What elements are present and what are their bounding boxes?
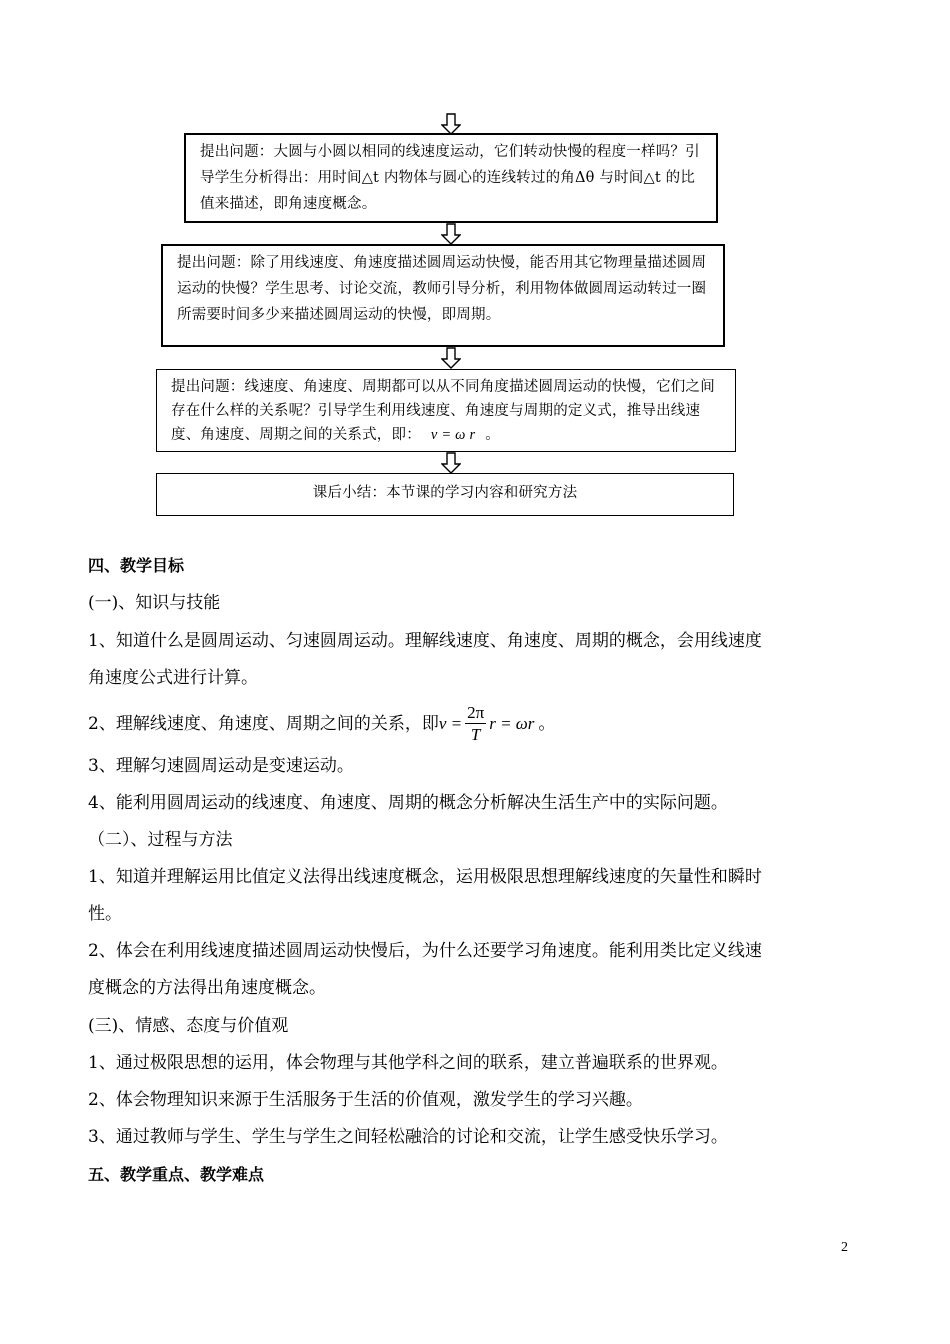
paragraph-line: 3、理解匀速圆周运动是变速运动。	[88, 756, 354, 776]
paragraph-line: 4、能利用圆周运动的线速度、角速度、周期的概念分析解决生活生产中的实际问题。	[88, 793, 728, 813]
fraction-numerator: 2π	[467, 703, 485, 722]
paragraph-line: 1、知道并理解运用比值定义法得出线速度概念，运用极限思想理解线速度的矢量性和瞬时	[88, 867, 762, 887]
formula-line	[88, 698, 858, 750]
down-arrow-icon	[441, 113, 461, 135]
fraction-denominator: T	[470, 725, 481, 744]
flow-box-text: 课后小结：本节课的学习内容和研究方法	[312, 485, 578, 501]
subsection-heading: （二）、过程与方法	[88, 830, 233, 850]
down-arrow-icon	[441, 452, 461, 474]
paragraph-line: 1、知道什么是圆周运动、匀速圆周运动。理解线速度、角速度、周期的概念，会用线速度	[88, 631, 762, 651]
paragraph-line: 性。	[88, 904, 122, 924]
paragraph-text: 2、理解线速度、角速度、周期之间的关系，即	[88, 714, 439, 734]
page-number: 2	[841, 1240, 848, 1255]
down-arrow-icon	[441, 347, 461, 369]
period-mark: 。	[485, 427, 500, 443]
flow-box-text: 提出问题：除了用线速度、角速度描述圆周运动快慢，能否用其它物理量描述圆周运动的快慢？学生思考、讨论交流，教师引导分析，利用物体做圆周运动转过一圈所需要时间多少来描述圆周运动的快慢，即周期。	[177, 255, 707, 323]
paragraph-line: 度概念的方法得出角速度概念。	[88, 978, 326, 998]
down-arrow-icon	[441, 223, 461, 245]
paragraph-line: 3、通过教师与学生、学生与学生之间轻松融洽的讨论和交流，让学生感受快乐学习。	[88, 1127, 728, 1147]
fraction	[465, 703, 486, 746]
period-mark: 。	[538, 714, 556, 734]
flow-box-summary	[156, 473, 734, 516]
flow-box-text: 提出问题：大圆与小圆以相同的线速度运动，它们转动快慢的程度一样吗？引导学生分析得出：用时间△t 内物体与圆心的连线转过的角Δθ 与时间△t 的比值来描述，即角速度概念。	[200, 144, 700, 212]
flow-box-angular-velocity	[184, 133, 718, 223]
formula-rest: r = ωr	[489, 714, 535, 733]
paragraph-line: 2、体会在利用线速度描述圆周运动快慢后，为什么还要学习角速度。能利用类比定义线速	[88, 941, 762, 961]
paragraph-line: 1、通过极限思想的运用，体会物理与其他学科之间的联系，建立普遍联系的世界观。	[88, 1053, 728, 1073]
formula-v: v =	[438, 714, 463, 733]
flow-box-relation	[156, 369, 736, 452]
subsection-heading: (三)、情感、态度与价值观	[88, 1016, 289, 1036]
flow-box-period	[161, 244, 725, 347]
subsection-heading: (一)、知识与技能	[88, 593, 221, 613]
paragraph-line: 角速度公式进行计算。	[88, 668, 258, 688]
section-heading: 五、教学重点、教学难点	[88, 1165, 265, 1184]
section-heading: 四、教学目标	[88, 556, 185, 575]
flow-box-text: 提出问题：线速度、角速度、周期都可以从不同角度描述圆周运动的快慢，它们之间存在什么样的关系呢？引导学生利用线速度、角速度与周期的定义式，推导出线速度、角速度、周期之间的关系式，即：	[171, 379, 715, 443]
paragraph-line: 2、体会物理知识来源于生活服务于生活的价值观，激发学生的学习兴趣。	[88, 1090, 643, 1110]
relation-formula: v = ω r	[430, 427, 476, 443]
